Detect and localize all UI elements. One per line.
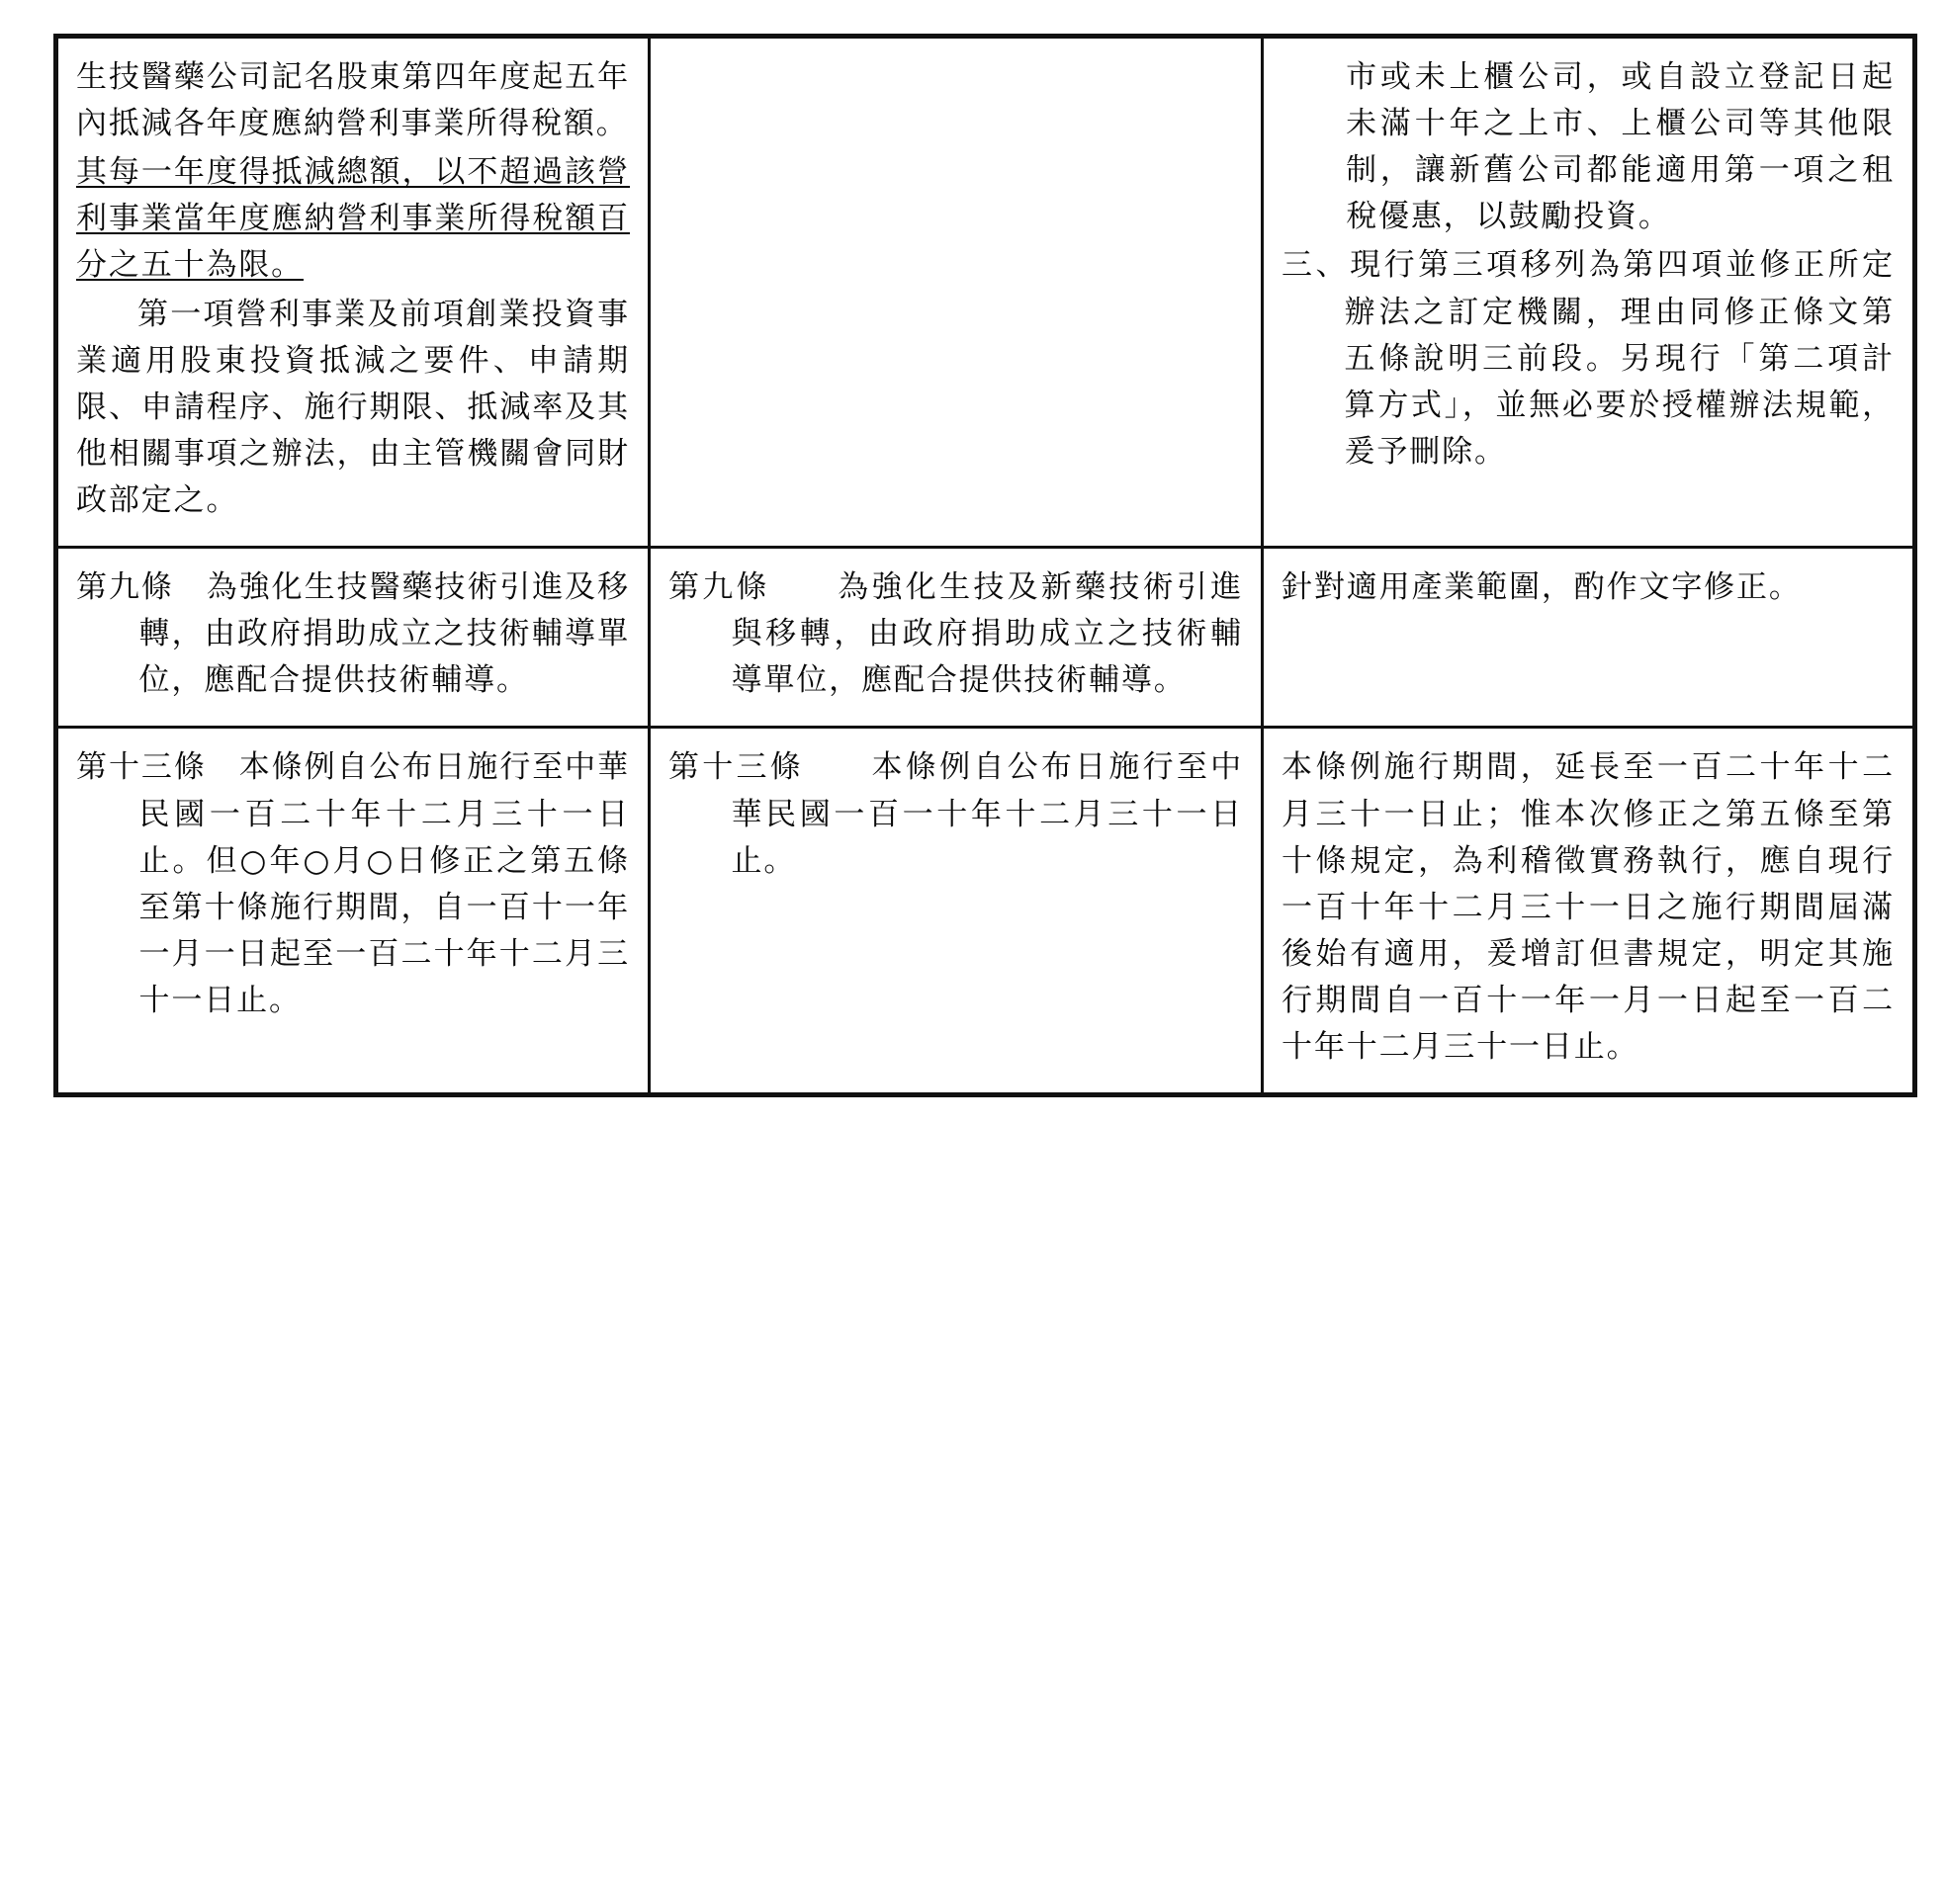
paragraph-text: 三、現行第三項移列為第四項並修正所定辦法之訂定機關，理由同修正條文第五條說明三前段。另現行「第二項計算方式」，並無必要於授權辦法規範，爰予刪除。: [1282, 247, 1895, 470]
amendment-comparison-table: [53, 34, 1917, 1097]
cell-explanation-article8-continued: [1263, 37, 1915, 548]
paragraph-text: 市或未上櫃公司，或自設立登記日起未滿十年之上市、上櫃公司等其他限制，讓新舊公司都能適用第一項之租稅優惠，以鼓勵投資。: [1346, 59, 1895, 235]
table-row: [56, 548, 1915, 728]
paragraph-text: 第十三條 本條例自公布日施行至中華民國一百一十年十二月三十一日止。: [668, 749, 1243, 879]
cell-explanation-article9: [1263, 548, 1915, 728]
cell-amended-article13: [56, 728, 650, 1095]
paragraph-text: 生技醫藥公司記名股東第四年度起五年內抵減各年度應納營利事業所得稅額。: [76, 59, 630, 142]
cell-amended-article9: [56, 548, 650, 728]
paragraph-text: 第一項營利事業及前項創業投資事業適用股東投資抵減之要件、申請期限、申請程序、施行期限、抵減率及其他相關事項之辦法，由主管機關會同財政部定之。: [76, 296, 630, 518]
cell-current-article9: [650, 548, 1263, 728]
cell-current-empty: [650, 37, 1263, 548]
paragraph-text: 本條例施行期間，延長至一百二十年十二月三十一日止；惟本次修正之第五條至第十條規定，為利稽徵實務執行，應自現行一百十年十二月三十一日之施行期間屆滿後始有適用，爰增訂但書規定，明定其施行期間自一百十一年一月一日起至一百二十年十二月三十一日止。: [1282, 749, 1895, 1066]
paragraph-text: 第九條 為強化生技醫藥技術引進及移轉，由政府捐助成立之技術輔導單位，應配合提供技術輔導。: [76, 569, 630, 699]
paragraph-text: 第九條 為強化生技及新藥技術引進與移轉，由政府捐助成立之技術輔導單位，應配合提供技術輔導。: [668, 569, 1243, 699]
cell-explanation-article13: [1263, 728, 1915, 1095]
paragraph-text-underlined: 其每一年度得抵減總額，以不超過該營利事業當年度應納營利事業所得稅額百分之五十為限。: [76, 154, 630, 284]
paragraph-text: 第十三條 本條例自公布日施行至中華民國一百二十年十二月三十一日止。但○年○月○日修正之第五條至第十條施行期間，自一百十一年一月一日起至一百二十年十二月三十一日止。: [76, 749, 630, 1018]
paragraph-text: 針對適用產業範圍，酌作文字修正。: [1282, 569, 1802, 606]
cell-amended-article8-continued: [56, 37, 650, 548]
cell-current-article13: [650, 728, 1263, 1095]
table-row: [56, 728, 1915, 1095]
table-row: [56, 37, 1915, 548]
